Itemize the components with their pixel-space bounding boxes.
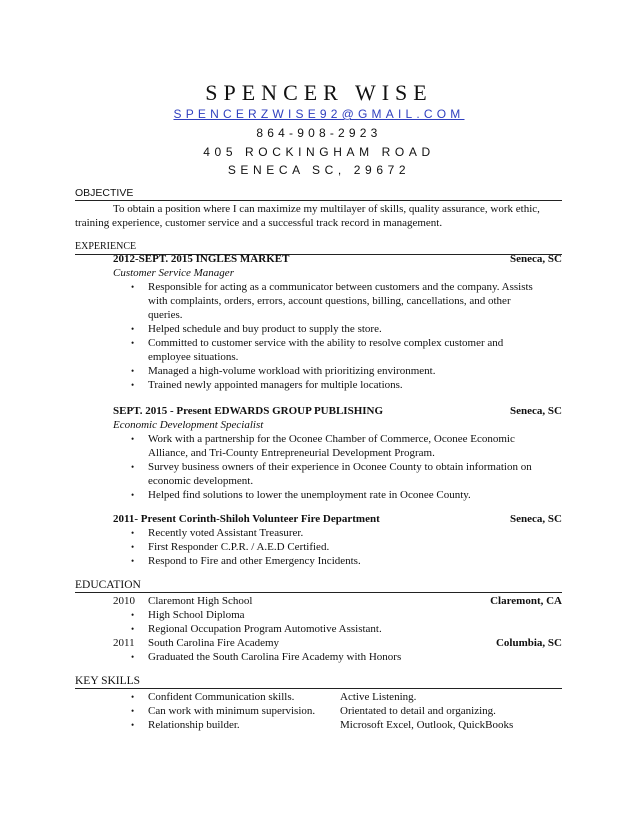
job-location: Seneca, SC [510,253,562,265]
education-school: South Carolina Fire Academy [148,637,280,649]
skill-item: Confident Communication skills. [148,691,295,703]
bullet-icon: • [131,624,135,634]
job-detail-line: Survey business owners of their experience in Oconee County to obtain information on [148,461,532,473]
job-detail-line: Helped find solutions to lower the unemployment rate in Oconee County. [148,489,471,501]
job-detail-line: Trained newly appointed managers for multiple locations. [148,379,403,391]
education-item: Regional Occupation Program Automotive Assistant. [148,623,382,635]
bullet-icon: • [131,556,135,566]
bullet-icon: • [131,652,135,662]
skill-item: Active Listening. [340,691,417,703]
experience-heading: EXPERIENCE [75,240,562,255]
job-role: Customer Service Manager [113,267,234,279]
bullet-icon: • [131,692,135,702]
job-title: SEPT. 2015 - Present EDWARDS GROUP PUBLISHING [113,405,384,417]
objective-heading: OBJECTIVE [75,186,562,201]
education-location: Columbia, SC [495,637,562,649]
job-location: Seneca, SC [510,405,562,417]
job-detail-line: Alliance, and Tri-County Entrepreneurial Development Program. [148,447,435,459]
job-detail-line: First Responder C.P.R. / A.E.D Certified. [148,541,330,553]
bullet-icon: • [131,542,135,552]
skill-item: Orientated to detail and organizing. [340,705,496,717]
objective-text-line: training experience, customer service and a successful track record in management. [75,217,443,229]
bullet-icon: • [131,610,135,620]
job-detail-line: Helped schedule and buy product to supply the store. [148,323,382,335]
address-line-2: SENECA SC, 29672 [227,163,411,177]
education-year: 2011 [113,637,135,649]
bullet-icon: • [131,338,135,348]
job-detail-line: with complaints, orders, errors, account questions, billing, cancellations, and other [148,295,511,307]
address-line-1: 405 ROCKINGHAM ROAD [203,145,435,159]
job-detail-line: Respond to Fire and other Emergency Incidents. [148,555,361,567]
job-role: Economic Development Specialist [113,419,264,431]
job-location: Seneca, SC [510,513,562,525]
skill-item: Relationship builder. [148,719,240,731]
skill-item: Can work with minimum supervision. [148,705,316,717]
bullet-icon: • [131,380,135,390]
education-item: Graduated the South Carolina Fire Academy with Honors [148,651,402,663]
bullet-icon: • [131,490,135,500]
bullet-icon: • [131,324,135,334]
education-school: Claremont High School [148,595,253,607]
education-location: Claremont, CA [490,595,562,607]
job-detail-line: Responsible for acting as a communicator between customers and the company. Assists [148,281,533,293]
job-detail-line: employee situations. [148,351,239,363]
skill-item: Microsoft Excel, Outlook, QuickBooks [340,719,514,731]
job-detail-line: Recently voted Assistant Treasurer. [148,527,304,539]
education-heading: EDUCATION [75,578,562,593]
objective-text-line: To obtain a position where I can maximize my multilayer of skills, quality assurance, work ethic, [113,203,540,215]
job-title: 2011- Present Corinth-Shiloh Volunteer Fire Department [113,513,380,525]
job-detail-line: Work with a partnership for the Oconee Chamber of Commerce, Oconee Economic [148,433,515,445]
email-link[interactable]: SPENCERZWISE92@GMAIL.COM [173,107,465,121]
bullet-icon: • [131,462,135,472]
education-year: 2010 [113,595,135,607]
bullet-icon: • [131,434,135,444]
bullet-icon: • [131,366,135,376]
job-detail-line: queries. [148,309,183,321]
job-detail-line: Managed a high-volume workload with prioritizing environment. [148,365,436,377]
key-skills-heading: KEY SKILLS [75,674,562,689]
candidate-name: SPENCER WISE [205,80,433,105]
education-item: High School Diploma [148,609,245,621]
bullet-icon: • [131,528,135,538]
job-detail-line: Committed to customer service with the ability to resolve complex customer and [148,337,504,349]
job-title: 2012-SEPT. 2015 INGLES MARKET [113,253,290,265]
job-detail-line: economic development. [148,475,254,487]
phone-number: 864-908-2923 [256,126,382,140]
bullet-icon: • [131,720,135,730]
bullet-icon: • [131,282,135,292]
bullet-icon: • [131,706,135,716]
